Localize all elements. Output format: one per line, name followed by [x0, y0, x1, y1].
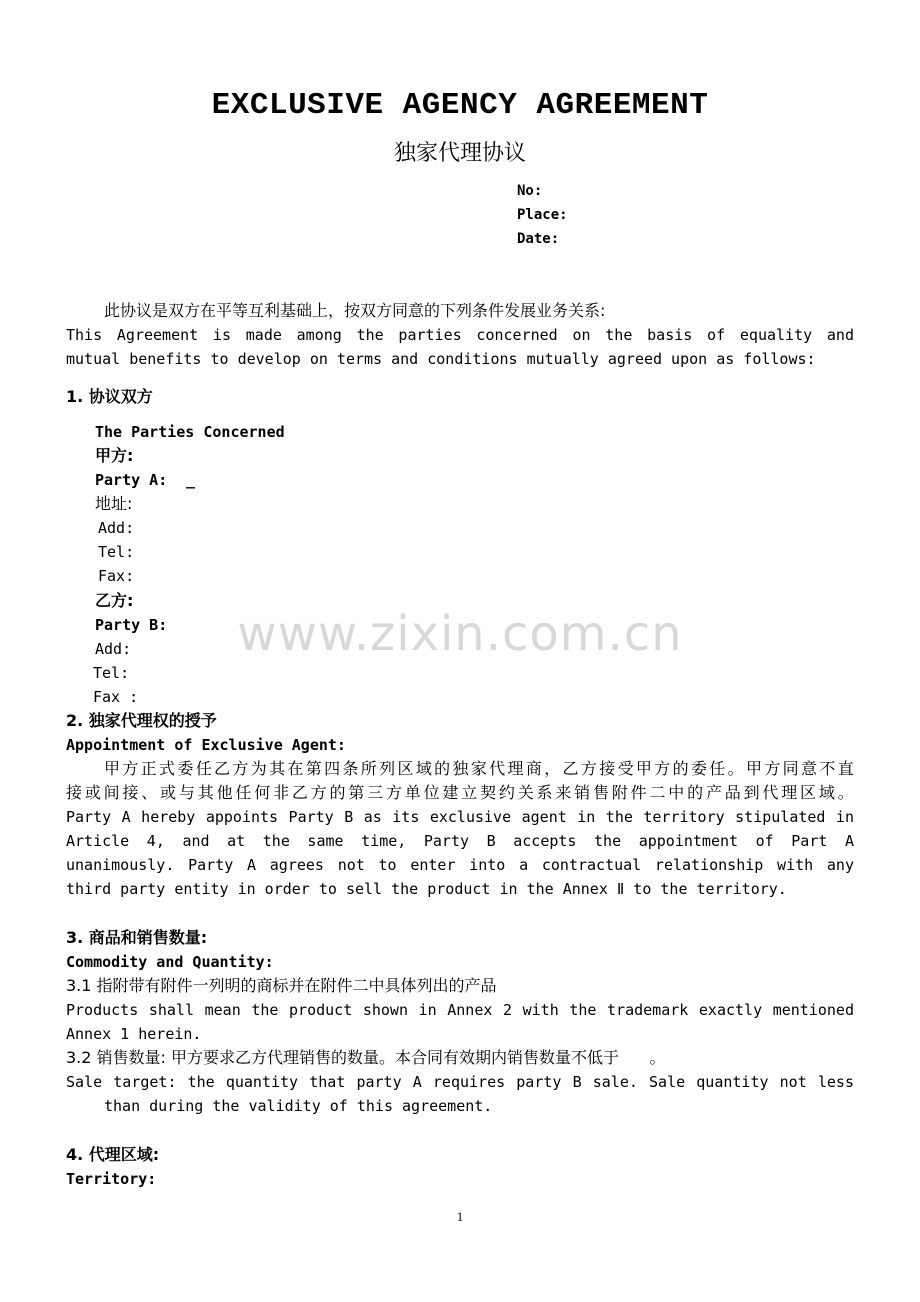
address-cn-label: 地址:	[95, 494, 133, 513]
party-a-add-label: Add:	[98, 519, 135, 537]
section-2-cn-line-1: 甲方正式委任乙方为其在第四条所列区域的独家代理商，乙方接受甲方的委任。甲方同意不直	[104, 759, 854, 778]
section-3-heading: 3. 商品和销售数量:	[66, 928, 208, 947]
watermark: www.zixin.com.cn	[237, 606, 683, 662]
item-3-2-en-line-1: Sale target: the quantity that party A requires party B sale. Sale quantity not less	[66, 1073, 854, 1091]
item-3-1-en-line-1: Products shall mean the product shown in Annex 2 with the trademark exactly mentioned	[66, 1001, 854, 1019]
section-2-en-line-2: Article 4, and at the same time, Party B accepts the appointment of Part A	[66, 832, 854, 850]
intro-en-line-2: mutual benefits to develop on terms and conditions mutually agreed upon as follows:	[66, 350, 816, 368]
party-a-cn-label: 甲方:	[95, 446, 134, 465]
party-b-en-label: Party B:	[95, 616, 168, 634]
place-label: Place:	[517, 207, 568, 223]
party-b-fax-label: Fax :	[93, 688, 139, 706]
section-2-en-heading: Appointment of Exclusive Agent:	[66, 736, 346, 754]
party-a-tel-label: Tel:	[98, 543, 135, 561]
item-3-2-cn: 3.2 销售数量: 甲方要求乙方代理销售的数量。本合同有效期内销售数量不低于 。	[66, 1048, 666, 1067]
item-3-1-cn: 3.1 指附带有附件一列明的商标并在附件二中具体列出的产品	[66, 976, 497, 995]
intro-en-line-1: This Agreement is made among the parties concerned on the basis of equality and	[66, 326, 854, 344]
document-subtitle-cn: 独家代理协议	[393, 141, 526, 166]
document-title: EXCLUSIVE AGENCY AGREEMENT	[211, 88, 709, 123]
section-1-en-heading: The Parties Concerned	[95, 423, 285, 441]
party-b-add-label: Add:	[95, 640, 132, 658]
section-2-en-line-4: third party entity in order to sell the product in the Annex Ⅱ to the territory.	[66, 880, 787, 898]
intro-cn: 此协议是双方在平等互利基础上，按双方同意的下列条件发展业务关系:	[104, 301, 606, 320]
party-a-blank: _	[186, 471, 196, 489]
party-a-en-label: Party A:	[95, 471, 168, 489]
section-2-cn-line-2: 接或间接、或与其他任何非乙方的第三方单位建立契约关系来销售附件二中的产品到代理区域。	[66, 783, 854, 802]
section-4-en-heading: Territory:	[66, 1170, 157, 1188]
section-4-heading: 4. 代理区域:	[66, 1145, 160, 1164]
item-3-2-en-line-2: than during the validity of this agreement.	[104, 1097, 493, 1115]
section-2-heading: 2. 独家代理权的授予	[66, 711, 217, 730]
no-label: No:	[517, 183, 543, 199]
party-b-tel-label: Tel:	[93, 664, 130, 682]
page-number: 1	[456, 1209, 464, 1224]
section-1-heading: 1. 协议双方	[66, 387, 153, 406]
party-b-cn-label: 乙方:	[95, 591, 134, 610]
item-3-1-en-line-2: Annex 1 herein.	[66, 1025, 202, 1043]
section-3-en-heading: Commodity and Quantity:	[66, 953, 274, 971]
section-2-en-line-3: unanimously. Party A agrees not to enter into a contractual relationship with any	[66, 856, 854, 874]
date-label: Date:	[517, 231, 560, 247]
section-2-en-line-1: Party A hereby appoints Party B as its exclusive agent in the territory stipulated in	[66, 808, 854, 826]
party-a-fax-label: Fax:	[98, 567, 135, 585]
